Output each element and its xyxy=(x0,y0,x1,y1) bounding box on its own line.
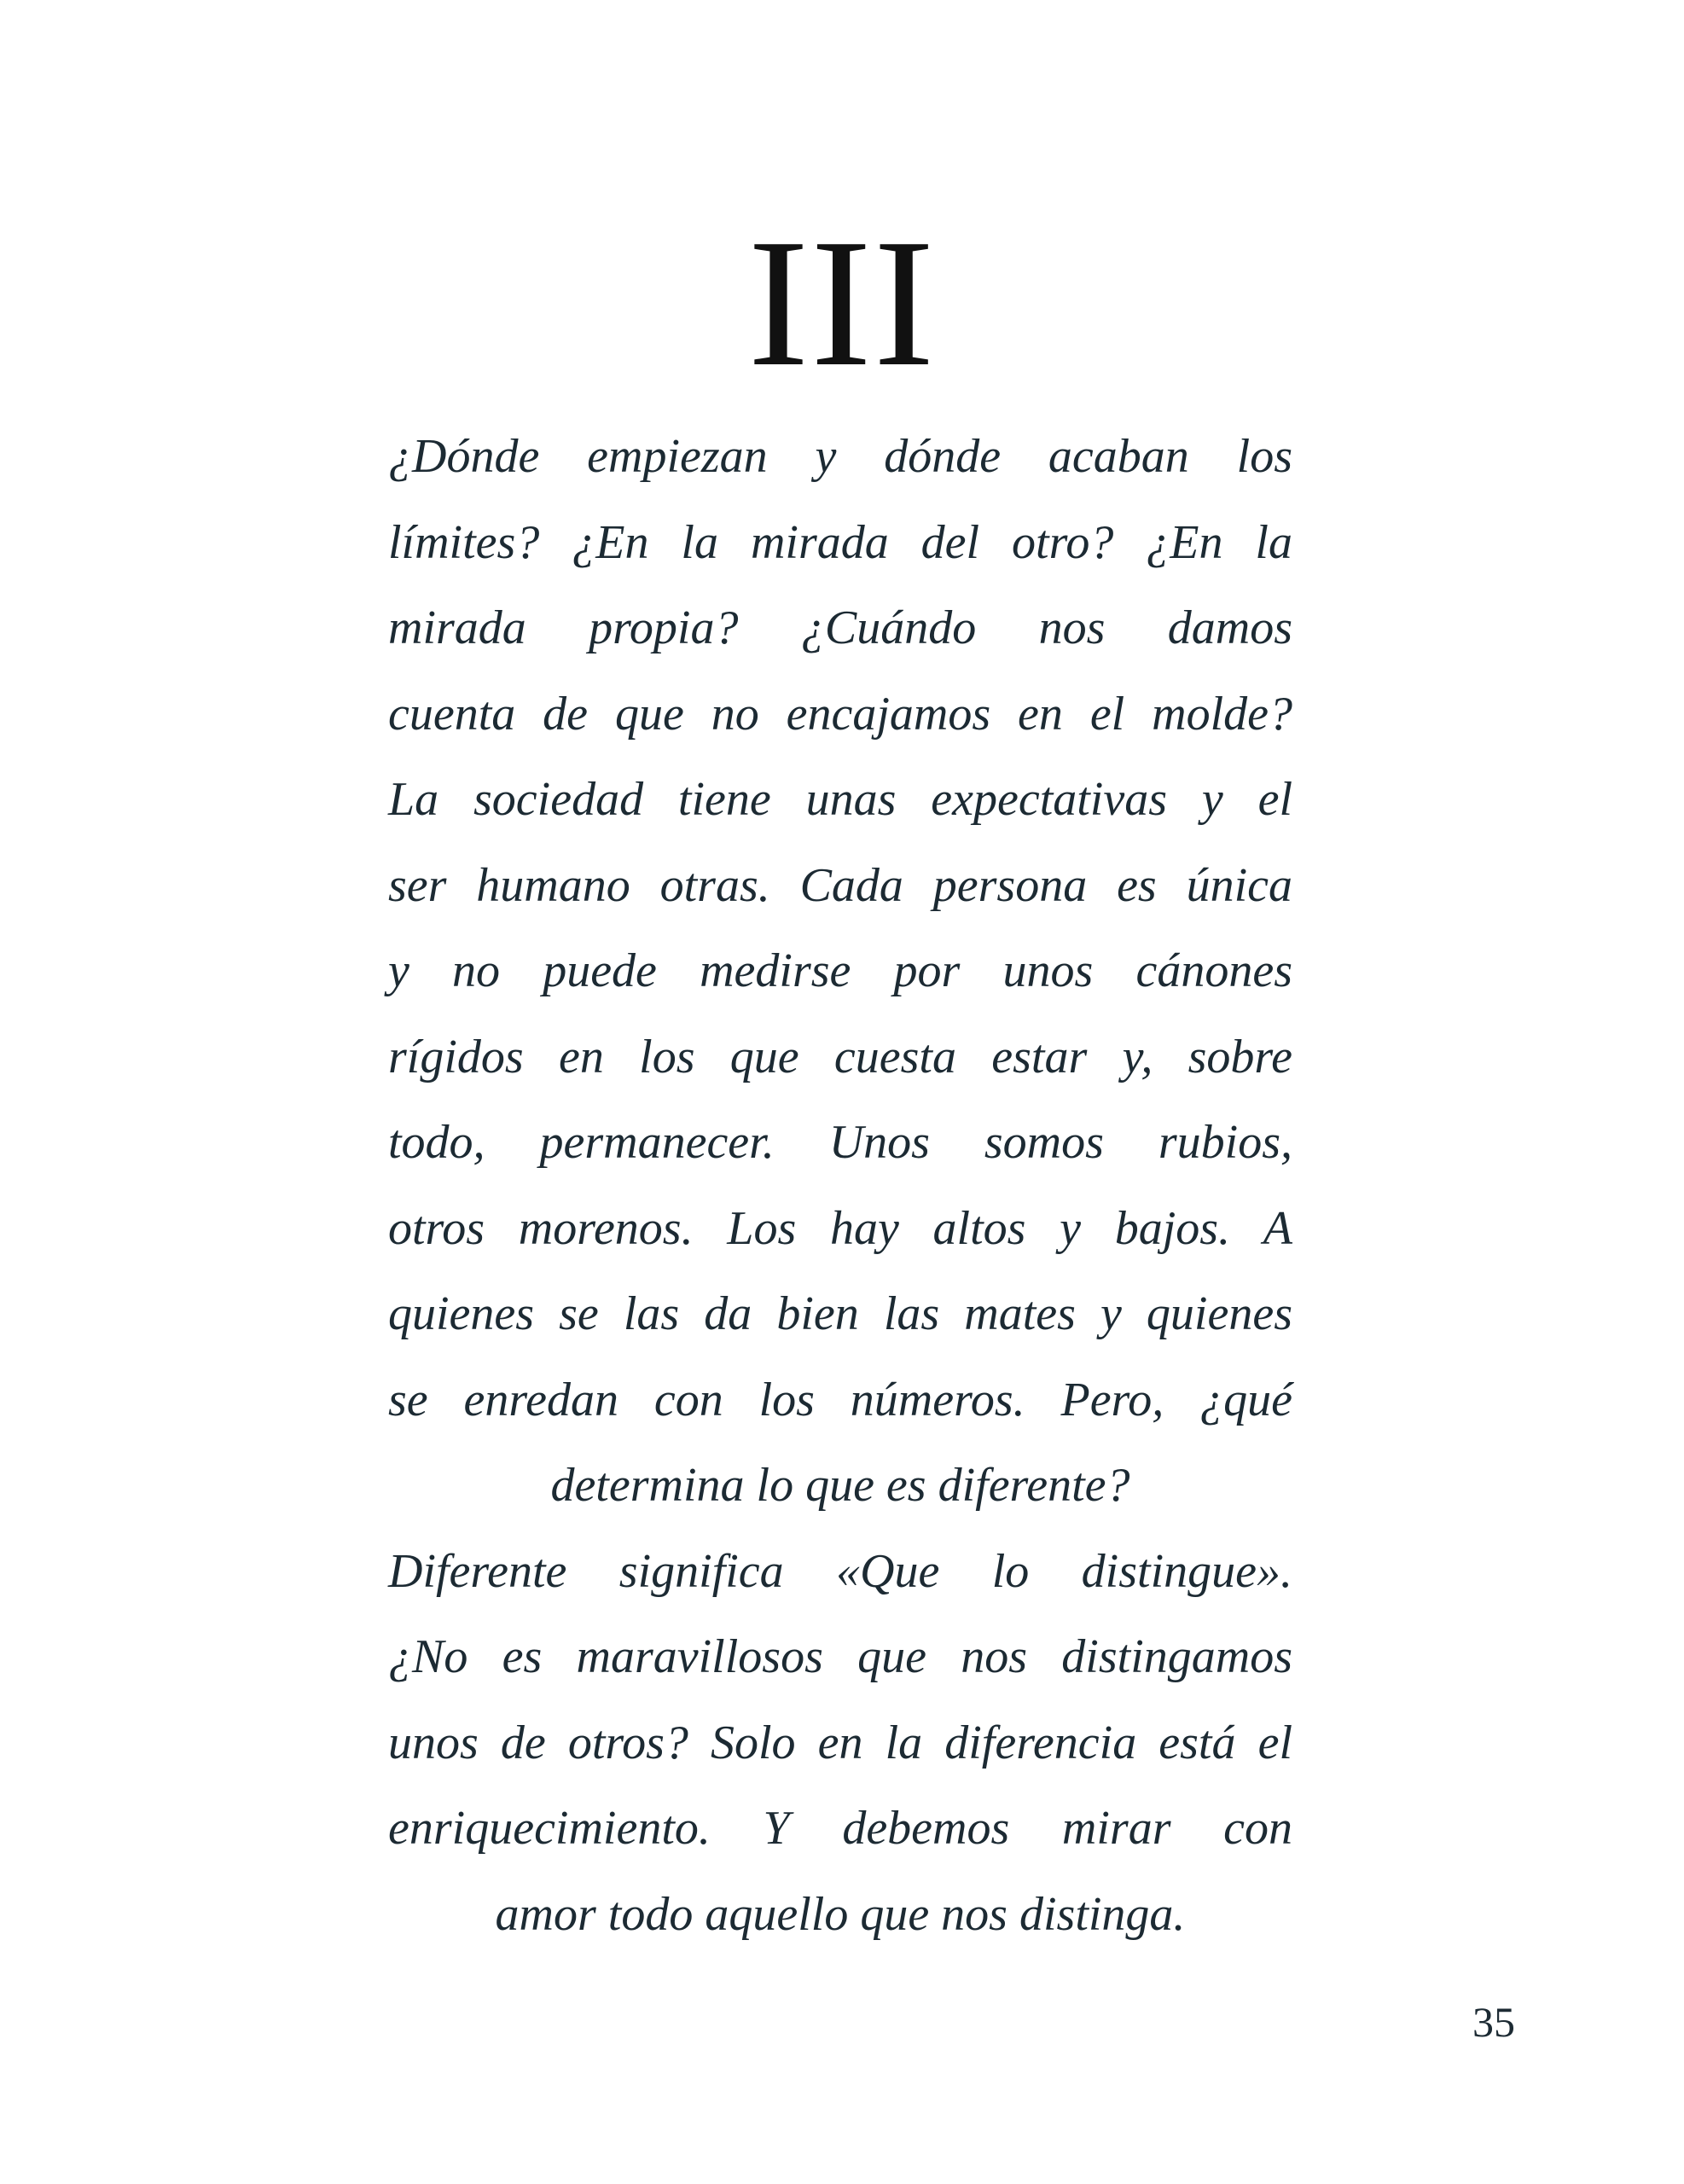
text-line: límites? ¿En la mirada del otro? ¿En la xyxy=(388,515,1292,569)
text-line: todo, permanecer. Unos somos rubios, xyxy=(388,1116,1292,1169)
text-line: unos de otros? Solo en la diferencia está el xyxy=(388,1716,1292,1769)
text-line: mirada propia? ¿Cuándo nos damos xyxy=(388,601,1292,654)
chapter-body xyxy=(388,414,1292,1957)
text-line: se enredan con los números. Pero, ¿qué xyxy=(388,1373,1292,1426)
text-line: Diferente significa «Que lo distingue». xyxy=(388,1544,1292,1598)
text-line: ser humano otras. Cada persona es única xyxy=(388,858,1292,912)
text-line: rígidos en los que cuesta estar y, sobre xyxy=(388,1030,1292,1083)
text-line: determina lo que es diferente? xyxy=(550,1459,1130,1512)
text-line: ¿No es maravillosos que nos distingamos xyxy=(388,1630,1292,1683)
text-line: La sociedad tiene unas expectativas y el xyxy=(388,773,1292,826)
chapter-title: III xyxy=(747,200,937,404)
text-line: cuenta de que no encajamos en el molde? xyxy=(388,687,1292,741)
text-line: quienes se las da bien las mates y quienes xyxy=(388,1287,1292,1340)
text-line: ¿Dónde empiezan y dónde acaban los xyxy=(388,430,1292,483)
text-line: otros morenos. Los hay altos y bajos. A xyxy=(388,1201,1292,1255)
text-line: y no puede medirse por unos cánones xyxy=(388,944,1292,997)
text-line: enriquecimiento. Y debemos mirar con xyxy=(388,1802,1292,1855)
page-number: 35 xyxy=(1472,1998,1515,2046)
text-line: amor todo aquello que nos distinga. xyxy=(495,1887,1186,1941)
